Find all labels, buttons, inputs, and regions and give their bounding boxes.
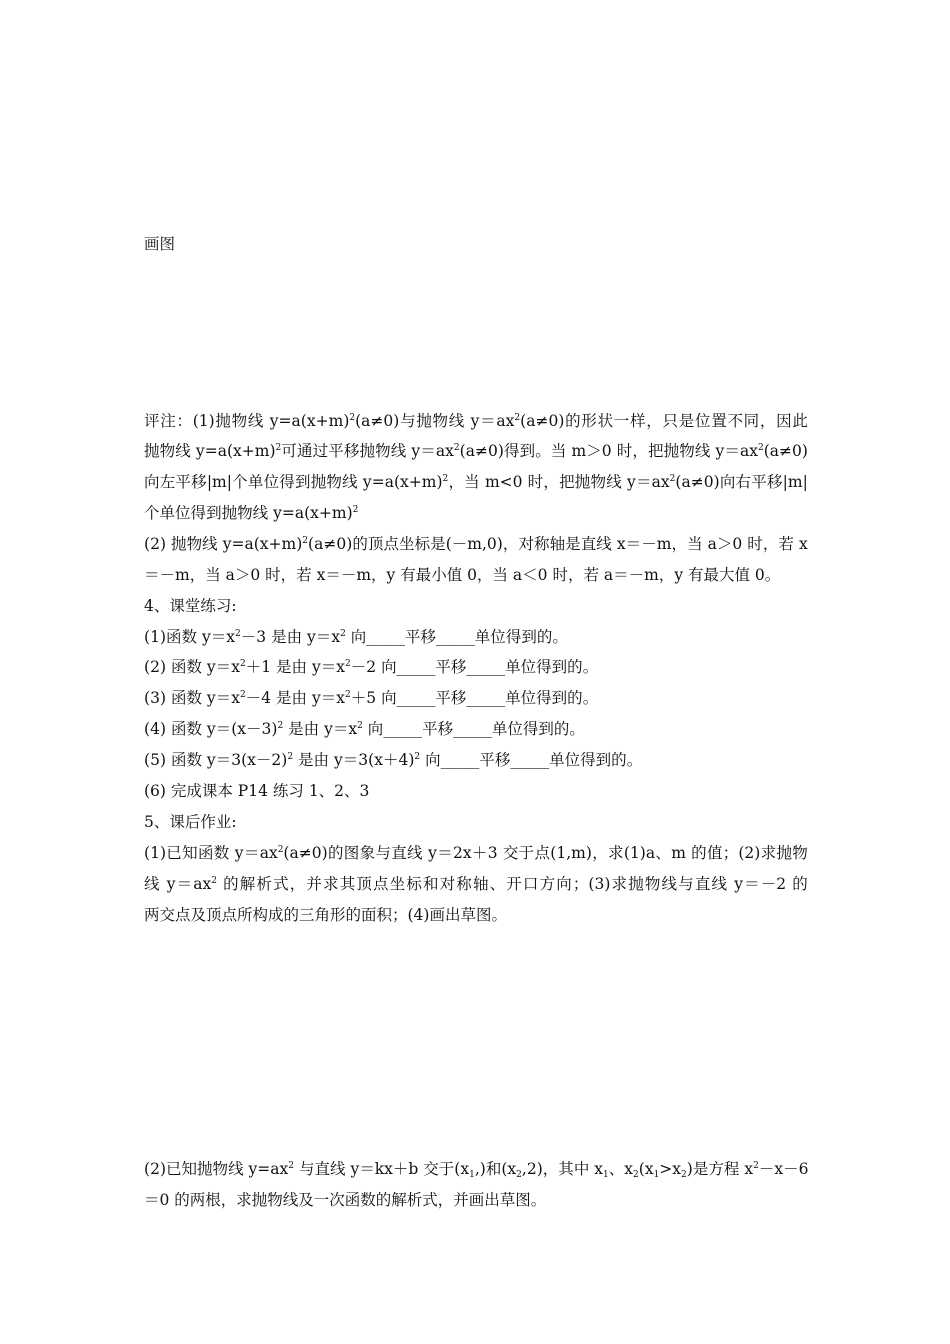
practice-q5: (5) 函数 $y=3(x-2)^2$ 是由 $y=3(x+4)^2$ 向_____平移_____单位得到的。 bbox=[144, 751, 643, 769]
practice-q4: (4) 函数 $y=(x-3)^2$ 是由 $y=x^2$ 向_____平移_____单位得到的。 bbox=[144, 720, 585, 738]
homework-2-line-2: ＝0 的两根，求抛物线及一次函数的解析式，并画出草图。 bbox=[144, 1191, 547, 1209]
comment-line-2: 抛物线 $y=a(x+m)^2$可通过平移抛物线 $y=ax^2(a\ne 0)$得到。当 m＞0 时，把抛物线 $y=ax^2(a\ne 0)$ bbox=[144, 442, 808, 460]
homework-2-line-1: (2)已知抛物线 $y=ax^2$ 与直线 y＝kx＋b 交于$(x_1,)$和$(x_2,2)$，其中 $x_1$、$x_2(x_1>x_2)$是方程 $x^2-x-6$ bbox=[144, 1160, 809, 1180]
practice-q1: (1)函数 $y=x^2-3$ 是由 $y=x^2$ 向_____平移_____单位得到的。 bbox=[144, 628, 568, 646]
practice-q2: (2) 函数 $y=x^2+1$ 是由 $y=x^2-2$ 向_____平移_____单位得到的。 bbox=[144, 658, 599, 676]
comment-line-1: 评注：(1)抛物线 $y=a(x+m)^2(a\ne 0)$与抛物线 $y=ax^2(a\ne 0)$的形状一样，只是位置不同，因此 bbox=[144, 412, 808, 430]
comment-line-5: (2) 抛物线 $y=a(x+m)^2(a\ne 0)$的顶点坐标是(－m,0)，对称轴是直线 x＝－m，当 a＞0 时，若 x bbox=[144, 535, 808, 553]
practice-q3: (3) 函数 $y=x^2-4$ 是由 $y=x^2+5$ 向_____平移_____单位得到的。 bbox=[144, 689, 599, 707]
homework-1-line-2: 线 $y=ax^2$ 的解析式，并求其顶点坐标和对称轴、开口方向；(3)求抛物线与直线 y＝－2 的 bbox=[144, 875, 808, 893]
practice-title: 4、课堂练习: bbox=[144, 597, 237, 615]
comment-line-4: 个单位得到抛物线 $y=a(x+m)^2$ bbox=[144, 504, 359, 522]
comment-line-3: 向左平移|m|个单位得到抛物线 $y=a(x+m)^2$，当 m<0 时，把抛物线 $y=ax^2(a\ne 0)$向右平移|m| bbox=[144, 473, 808, 491]
practice-q6: (6) 完成课本 P14 练习 1、2、3 bbox=[144, 782, 370, 800]
comment-line-6: ＝－m，当 a＞0 时，若 x＝－m，y 有最小值 0，当 a＜0 时，若 a＝－m，y 有最大值 0。 bbox=[144, 566, 781, 584]
homework-1-line-3: 两交点及顶点所构成的三角形的面积；(4)画出草图。 bbox=[144, 906, 507, 924]
draw-heading: 画图 bbox=[144, 235, 176, 253]
homework-title: 5、课后作业: bbox=[144, 813, 237, 831]
homework-1-line-1: (1)已知函数 $y=ax^2(a\ne 0)$的图象与直线 y＝2x＋3 交于点(1,m)，求(1)a、m 的值；(2)求抛物 bbox=[144, 844, 808, 862]
